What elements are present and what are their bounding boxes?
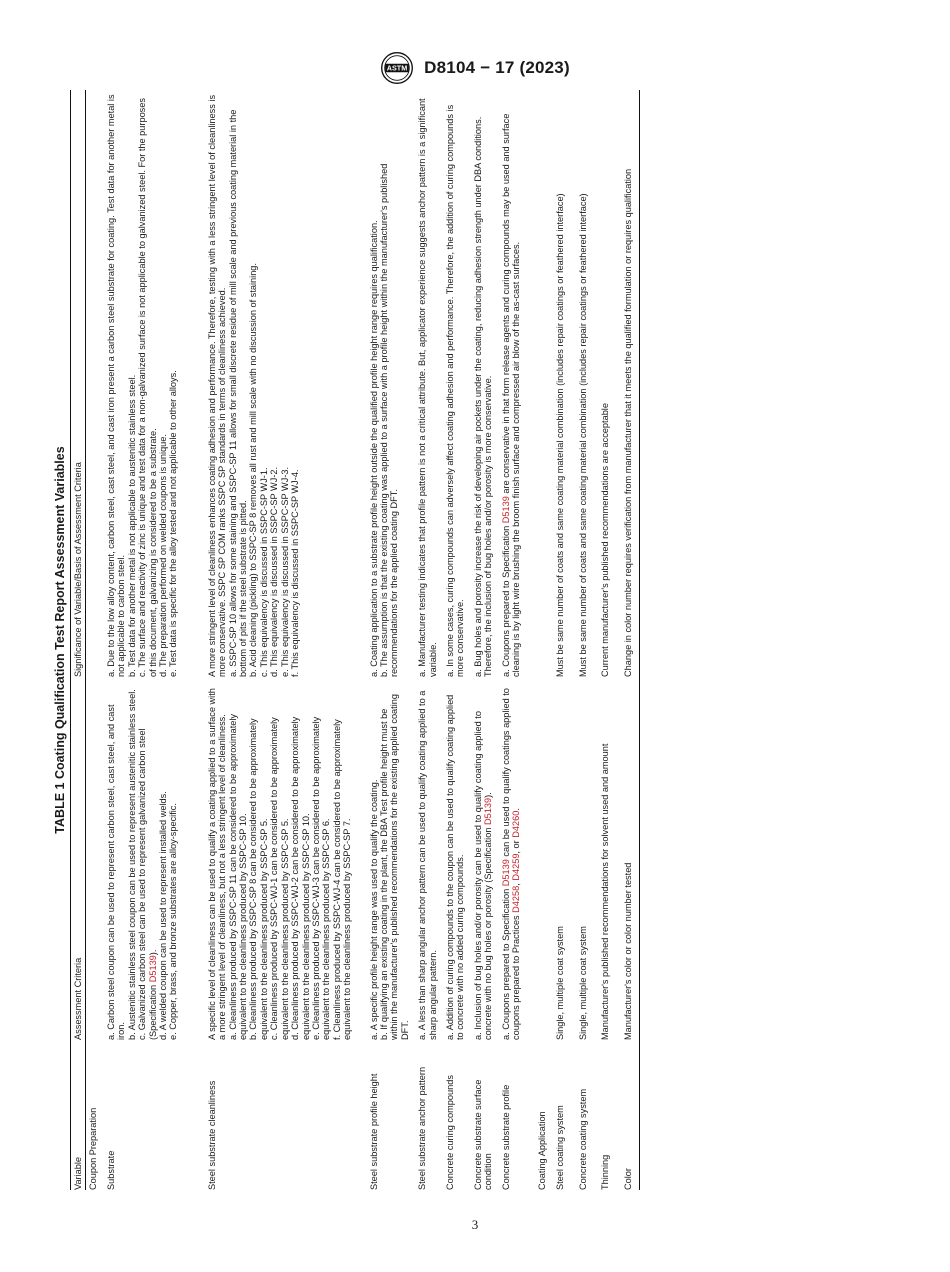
table-1 xyxy=(52,90,897,1190)
variable-cell: Concrete substrate surface condition xyxy=(472,1079,494,1190)
significance-cell: a. Due to the low alloy content, carbon steel, cast steel, and cast iron present a carbon steel substrate for coating. Test data for another metal is not applicable to carbon steel. b. Test data for another metal is not applicable to austenitic stainless steel. c. The surface and reactivity of zinc is unique and test data for a non-galvanized surface is not applicable to galvanized steel. For the purposes of this document, galvanizing is considered to be a substrate. d. The preparation performed on welded coupons is unique. e. Test data is specific for the alloy tested and not applicable to other alloys. xyxy=(106,94,179,677)
criteria-cell: A specific level of cleanliness can be used to qualify a coating applied to a surface with a more stringent level of cleanliness, but not a less stringent level of cleanliness. a. Cleanliness produced by SSPC-SP 11 can be considered to be approximately equivalent to the cleanliness produced by SSPC-SP 10. b. Cleanliness produced by SSPC-SP 8 can be considered to be approximately equivalent to the cleanliness produced by SSPC-SP 5. c. Cleanliness produced by SSPC-WJ-1 can be considered to be approximately equivalent to the cleanliness produced by SSPC-SP 5. d. Cleanliness produced by SSPC-WJ-2 can be considered to be approximately equivalent to the cleanliness produced by SSPC-SP 10. e. Cleanliness produced by SSPC-WJ-3 can be considered to be approximately equivalent to the cleanliness produced by SSPC-SP 6. f. Cleanliness produced by SSPC-WJ-4 can be considered to be approximately equivalent to the cleanliness produced by SSPC-SP 7. xyxy=(206,688,353,1040)
column-header-variable: Variable xyxy=(73,1156,83,1190)
reference-link[interactable]: D4258 xyxy=(511,885,521,913)
table-row-steel-coating-system xyxy=(555,90,565,1190)
significance-cell: Current manufacturer's published recommendations are acceptable xyxy=(600,403,611,677)
table-row-concrete-profile xyxy=(501,90,522,1190)
variable-cell: Steel substrate anchor pattern xyxy=(417,1066,428,1190)
variable-cell: Concrete curing compounds xyxy=(444,1075,455,1190)
reference-link[interactable]: D5139 xyxy=(483,797,494,825)
table-row-steel-profile-height xyxy=(369,90,411,1190)
variable-cell: Concrete substrate profile xyxy=(500,1084,511,1190)
table-row-steel-cleanliness xyxy=(207,90,353,1190)
reference-link[interactable]: D4260 xyxy=(511,810,521,838)
table-row-color xyxy=(623,90,633,1190)
significance-cell: a. In some cases, curing compounds can adversely affect coating adhesion and performance. Therefore, the addition of curing compounds is more conservative. xyxy=(444,104,466,677)
significance-cell: Must be same number of coats and same coating material combination (includes repair coatings or feathered interface) xyxy=(577,193,588,677)
section-coating-application: Coating Application xyxy=(537,1111,548,1190)
criteria-cell: a. A less than sharp angular anchor pattern can be used to qualify coating applied to a sharp angular pattern. xyxy=(417,690,438,1040)
significance-cell: a. Coupons prepared to Specification D5139 are conservative in that form release agents and curing compounds may be used and surface cleaning is by light wire brushing the broom finish surface and compressed air blow of the as-cast surfaces. xyxy=(500,113,521,677)
variable-cell: Thinning xyxy=(600,1154,611,1190)
column-header-criteria: Assessment Criteria xyxy=(73,957,83,1040)
significance-cell: a. Manufacturer testing indicates that profile pattern is not a critical attribute. But, applicator experience suggests anchor pattern is a significant variable. xyxy=(417,98,438,677)
significance-cell: A more stringent level of cleanliness enhances coating adhesion and performance. Therefore, testing with a less stringent level of cleanliness is more conservative. SSPC SP COM ranks SSPC SP standards in terms of cleanliness achieved. a. SSPC-SP 10 allows for some staining and SSPC-SP 11 allows for small discrete residue of mill scale and previous coating material in the bottom of pits if the steel substrate is pitted. b. Acid cleaning (pickling) to SSPC-SP 8 removes all rust and mill scale with no discussion of staining. c. This equivalency is discussed in SSPC-SP WJ-1. d. This equivalency is discussed in SSPC-SP WJ-2. e. This equivalency is discussed in SSPC-SP WJ-3. f. This equivalency is discussed in SSPC-SP WJ-4. xyxy=(206,94,301,677)
table-row-concrete-surface xyxy=(473,90,494,1190)
reference-link[interactable]: D4259 xyxy=(511,853,521,881)
table-bottom-rule xyxy=(639,90,640,1190)
criteria-cell: Single, multiple coat system xyxy=(555,926,566,1040)
table-row-substrate xyxy=(106,90,179,1190)
table-title: TABLE 1 Coating Qualification Test Report Assessment Variables xyxy=(53,446,67,834)
criteria-cell: a. Coupons prepared to Specification D5139 can be used to qualify coatings applied to coupons prepared to Practices D4258, D4259, or D4260. xyxy=(500,688,521,1040)
variable-cell: Color xyxy=(622,1168,633,1190)
criteria-cell: a. Inclusion of bug holes and/or porosity can be used to qualify coating applied to concrete with no bug holes or porosity (Specification D5139). xyxy=(472,711,494,1040)
variable-cell: Steel substrate cleanliness xyxy=(206,1080,217,1190)
page-number: 3 xyxy=(471,1217,479,1232)
document-designation: D8104 − 17 (2023) xyxy=(424,58,570,77)
significance-cell: Must be same number of coats and same coating material combination (includes repair coatings or feathered interface) xyxy=(555,193,566,677)
reference-link[interactable]: D5139 xyxy=(500,496,511,524)
variable-cell: Steel coating system xyxy=(555,1105,566,1190)
significance-cell: a. Bug holes and porosity increase the risk of developing air pockets under the coating, reducing adhesion strength under DBA conditions. Therefore, the inclusion of bug holes and/or porosity is more conservative. xyxy=(472,116,494,677)
reference-link[interactable]: D5139 xyxy=(500,859,511,887)
criteria-cell: Single, multiple coat system xyxy=(577,926,588,1040)
table-row-steel-anchor-pattern xyxy=(417,90,438,1190)
column-header-significance: Significance of Variable/Basis of Assessment Criteria xyxy=(73,462,83,677)
criteria-cell: a. Addition of curing compounds to the coupon can be used to qualify coating applied to concrete with no added curing compounds. xyxy=(444,694,466,1040)
variable-cell: Concrete coating system xyxy=(577,1088,588,1190)
variable-cell: Steel substrate profile height xyxy=(368,1073,379,1190)
table-row-concrete-coating-system xyxy=(578,90,588,1190)
significance-cell: a. Coating application to a substrate profile height outside the qualified profile height range requires qualification. b. The assumption is that the existing coating was applied to a surface with a profile height within the manufacturer's published recommendations for the applied coating DFT. xyxy=(368,163,400,677)
page-header xyxy=(0,50,950,86)
variable-cell: Substrate xyxy=(106,1150,116,1190)
reference-link[interactable]: D5139 xyxy=(147,955,158,983)
table-row-concrete-curing xyxy=(445,90,466,1190)
table-header-row xyxy=(71,90,86,1190)
section-coupon-preparation: Coupon Preparation xyxy=(88,1107,98,1190)
table-row-thinning xyxy=(600,90,610,1190)
logo-text: ASTM xyxy=(386,63,408,73)
significance-cell: Change in color number requires verification from manufacturer that it meets the qualified formulation or requires qualification xyxy=(622,168,633,677)
criteria-cell: Manufacturer's color or color number tested xyxy=(622,862,633,1040)
criteria-cell: a. Carbon steel coupon can be used to represent carbon steel, cast steel, and cast iron. b. Austenitic stainless steel coupon can be used to represent austenitic stainless steel. c. Galvanized carbon steel can be used to represent galvanized carbon steel (Specification D5139). d. A welded coupon can be used to represent installed welds. e. Copper, brass, and bronze substrates are alloy-specific. xyxy=(106,689,179,1040)
astm-logo-icon xyxy=(380,51,414,85)
criteria-cell: Manufacturer's published recommendations for solvent used and amount xyxy=(600,743,611,1040)
criteria-cell: a. A specific profile height range was used to qualify the coating. b. If qualifying an existing coating in the plant, the DBA Test profile height must be within the manufacturer's published recommendations for the existing applied coating DFT. xyxy=(368,694,410,1040)
